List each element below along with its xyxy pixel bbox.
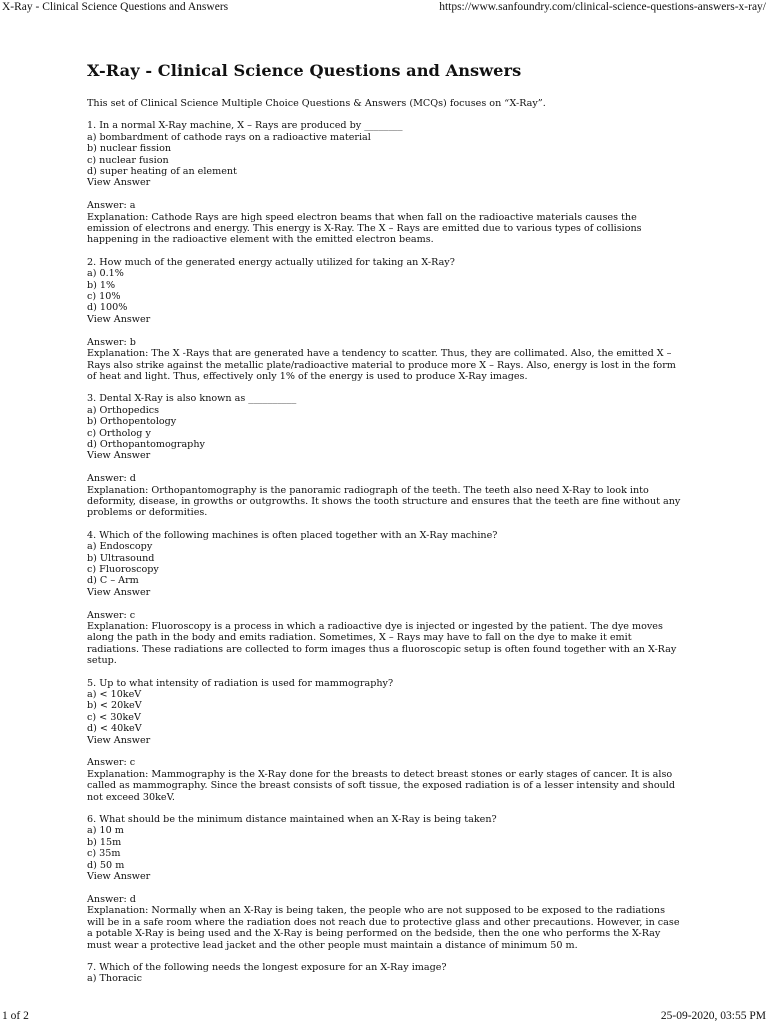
answer-block xyxy=(87,337,681,383)
print-timestamp: 25-09-2020, 03:55 PM xyxy=(660,1010,766,1022)
question-block xyxy=(87,962,681,985)
view-answer-link[interactable]: View Answer xyxy=(87,450,151,462)
intro-text: This set of Clinical Science Multiple Choice Questions & Answers (MCQs) focuses on “X-Ray”. xyxy=(87,98,546,109)
question-text: 5. Up to what intensity of radiation is used for mammography? xyxy=(87,677,394,689)
view-answer-link[interactable]: View Answer xyxy=(87,313,151,325)
option-d: d) super heating of an element xyxy=(87,166,237,178)
option-a: a) 0.1% xyxy=(87,268,124,280)
question-text: 3. Dental X-Ray is also known as __________ xyxy=(87,393,297,405)
question-block xyxy=(87,530,681,667)
answer-text: Answer: a xyxy=(87,200,136,212)
option-d: d) C – Arm xyxy=(87,575,139,587)
option-d: d) 100% xyxy=(87,302,128,314)
question-text: 7. Which of the following needs the longest exposure for an X-Ray image? xyxy=(87,961,447,973)
option-d: d) 50 m xyxy=(87,859,125,871)
option-b: b) nuclear fission xyxy=(87,143,172,155)
answer-text: Answer: d xyxy=(87,893,136,905)
page-number: 1 of 2 xyxy=(2,1010,29,1022)
answer-text: Answer: b xyxy=(87,336,136,348)
print-header-title: X-Ray - Clinical Science Questions and Answers xyxy=(2,1,229,13)
view-answer-link[interactable]: View Answer xyxy=(87,871,151,883)
question-block xyxy=(87,257,681,382)
question-block xyxy=(87,393,681,518)
explanation-text: Explanation: The X -Rays that are generated have a tendency to scatter. Thus, they are collimated. Also, the emitted X – Rays also strike against the metallic plate/radioactive material to produce more X – Rays. Also, energy is lost in the form of heat and light. Thus, effectively only 1% of the energy is used to produce X-Ray images. xyxy=(87,348,676,382)
option-d: d) Orthopantomography xyxy=(87,438,205,450)
option-c: c) Fluoroscopy xyxy=(87,563,159,575)
explanation-text: Explanation: Fluoroscopy is a process in which a radioactive dye is injected or ingested by the patient. The dye moves along the path in the body and emits radiation. Sometimes, X – Rays may have to fall on the dye to make it emit radiations. These radiations are collected to form images thus a fluoroscopic setup is often found together with an X-Ray setup. xyxy=(87,621,677,667)
option-a: a) < 10keV xyxy=(87,689,142,701)
option-a: a) Thoracic xyxy=(87,973,142,985)
answer-text: Answer: c xyxy=(87,757,136,769)
option-a: a) 10 m xyxy=(87,825,124,837)
question-block xyxy=(87,120,681,245)
view-answer-link[interactable]: View Answer xyxy=(87,177,151,189)
explanation-text: Explanation: Mammography is the X-Ray done for the breasts to detect breast stones or early stages of cancer. It is also called as mammography. Since the breast consists of soft tissue, the exposed radiation is of a lesser intensity and should not exceed 30keV. xyxy=(87,768,675,803)
print-footer xyxy=(0,1008,768,1024)
option-a: a) Endoscopy xyxy=(87,541,153,553)
answer-block xyxy=(87,200,681,246)
print-header-url: https://www.sanfoundry.com/clinical-science-questions-answers-x-ray/ xyxy=(439,1,766,13)
question-block xyxy=(87,678,681,803)
option-c: c) < 30keV xyxy=(87,711,141,723)
option-c: c) nuclear fusion xyxy=(87,154,169,166)
answer-block xyxy=(87,757,681,803)
option-a: a) bombardment of cathode rays on a radioactive material xyxy=(87,131,371,143)
question-text: 1. In a normal X-Ray machine, X – Rays are produced by ________ xyxy=(87,120,403,132)
question-text: 6. What should be the minimum distance maintained when an X-Ray is being taken? xyxy=(87,814,497,826)
option-b: b) 15m xyxy=(87,836,122,848)
option-c: c) 10% xyxy=(87,291,121,303)
answer-text: Answer: c xyxy=(87,609,136,621)
explanation-text: Explanation: Cathode Rays are high speed electron beams that when fall on the radioactive materials causes the emission of electrons and energy. This energy is X-Ray. The X – Rays are emitted due to various types of collisions happening in the radioactive element with the emitted electron beams. xyxy=(87,211,642,246)
question-text: 2. How much of the generated energy actually utilized for taking an X-Ray? xyxy=(87,256,455,268)
option-c: c) Ortholog y xyxy=(87,427,151,439)
option-b: b) 1% xyxy=(87,279,116,291)
option-b: b) < 20keV xyxy=(87,700,142,712)
option-c: c) 35m xyxy=(87,848,121,860)
option-a: a) Orthopedics xyxy=(87,404,160,416)
article xyxy=(87,60,681,996)
option-b: b) Ultrasound xyxy=(87,552,155,564)
page-title: X-Ray - Clinical Science Questions and Answers xyxy=(87,61,522,80)
question-block xyxy=(87,814,681,951)
print-header xyxy=(0,0,768,14)
option-d: d) < 40keV xyxy=(87,723,142,735)
question-text: 4. Which of the following machines is often placed together with an X-Ray machine? xyxy=(87,529,498,541)
answer-text: Answer: d xyxy=(87,473,136,485)
answer-block xyxy=(87,610,681,667)
answer-block xyxy=(87,894,681,951)
view-answer-link[interactable]: View Answer xyxy=(87,734,151,746)
answer-block xyxy=(87,473,681,519)
explanation-text: Explanation: Normally when an X-Ray is being taken, the people who are not supposed to be exposed to the radiations will be in a safe room where the radiation does not reach due to protective glass and other precautions. However, in case a potable X-Ray is being used and the X-Ray is being performed on the bedside, then the one who performs the X-Ray must wear a protective lead jacket and the other people must maintain a distance of minimum 50 m. xyxy=(87,905,680,951)
explanation-text: Explanation: Orthopantomography is the panoramic radiograph of the teeth. The teeth also need X-Ray to look into deformity, disease, in growths or outgrowths. It shows the tooth structure and ensures that the teeth are fine without any problems or deformities. xyxy=(87,484,681,519)
option-b: b) Orthopentology xyxy=(87,416,177,428)
view-answer-link[interactable]: View Answer xyxy=(87,586,151,598)
